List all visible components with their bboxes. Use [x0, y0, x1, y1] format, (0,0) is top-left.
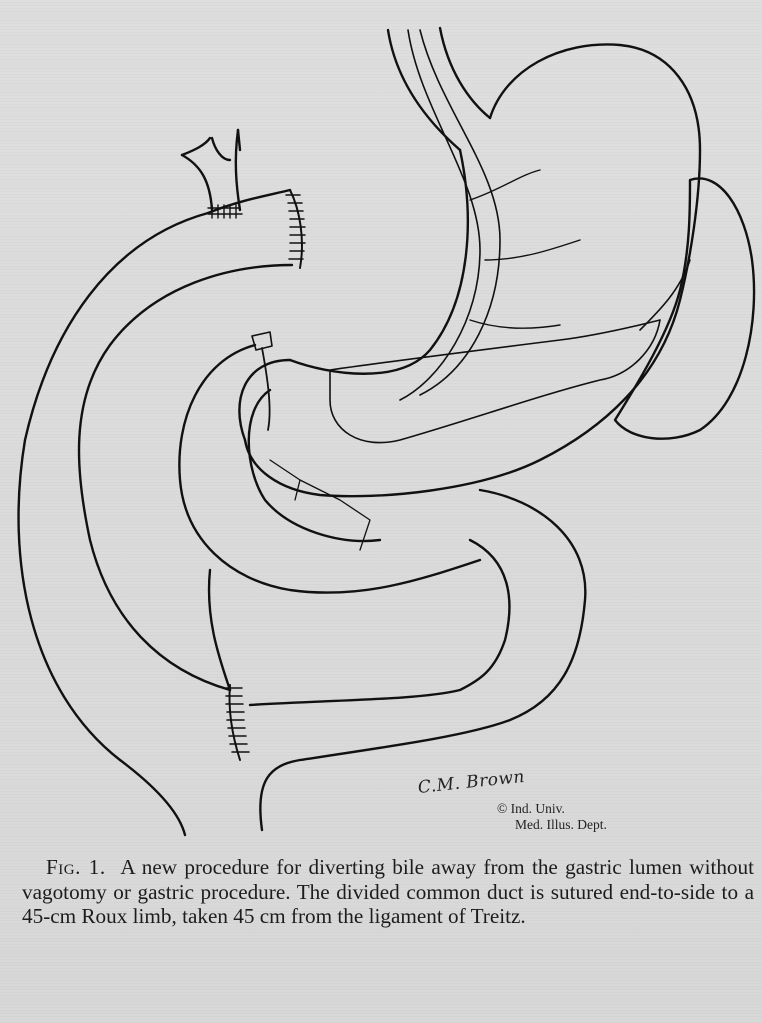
- mesenteric-vessel: [270, 460, 370, 550]
- roux-limb-bend: [208, 190, 290, 213]
- esophagus-outline-inner: [440, 28, 490, 118]
- stomach-antrum: [239, 360, 290, 440]
- stomach-outline: [245, 44, 700, 496]
- suture-line-top: [290, 190, 302, 268]
- figure-label: Fig. 1.: [46, 855, 106, 879]
- esophagus-outline: [388, 30, 460, 150]
- roux-limb-long-right: [79, 265, 292, 690]
- bowel-loop: [209, 570, 230, 690]
- duodenum-inner: [249, 390, 380, 541]
- duodenal-segment: [262, 348, 270, 430]
- gastric-branch: [470, 170, 540, 200]
- splenic-vessel: [640, 260, 690, 330]
- common-duct: [182, 155, 212, 210]
- stomach-lesser-curvature: [290, 150, 468, 374]
- roux-limb-long-left: [19, 213, 208, 835]
- spleen-outline: [615, 178, 754, 438]
- credit-line-2: Med. Illus. Dept.: [515, 817, 607, 832]
- caption-text: A new procedure for diverting bile away from the gastric lumen without vagotomy or gastric procedure. The divided common duct is sutured end-to-side to a 45-cm Roux limb, taken 45 cm from the ligament of Treitz.: [22, 855, 755, 928]
- roux-limb-inner: [250, 540, 509, 705]
- artist-signature: C.M. Brown: [416, 766, 526, 798]
- figure-caption: [22, 855, 754, 929]
- hepatic-branch: [212, 138, 230, 160]
- pancreas-outline: [330, 320, 660, 443]
- illustration-credit: [497, 801, 607, 833]
- hepatic-branch: [182, 138, 210, 155]
- gastric-branch: [470, 320, 560, 328]
- credit-line-1: © Ind. Univ.: [497, 801, 565, 816]
- hepatic-branch: [238, 130, 240, 150]
